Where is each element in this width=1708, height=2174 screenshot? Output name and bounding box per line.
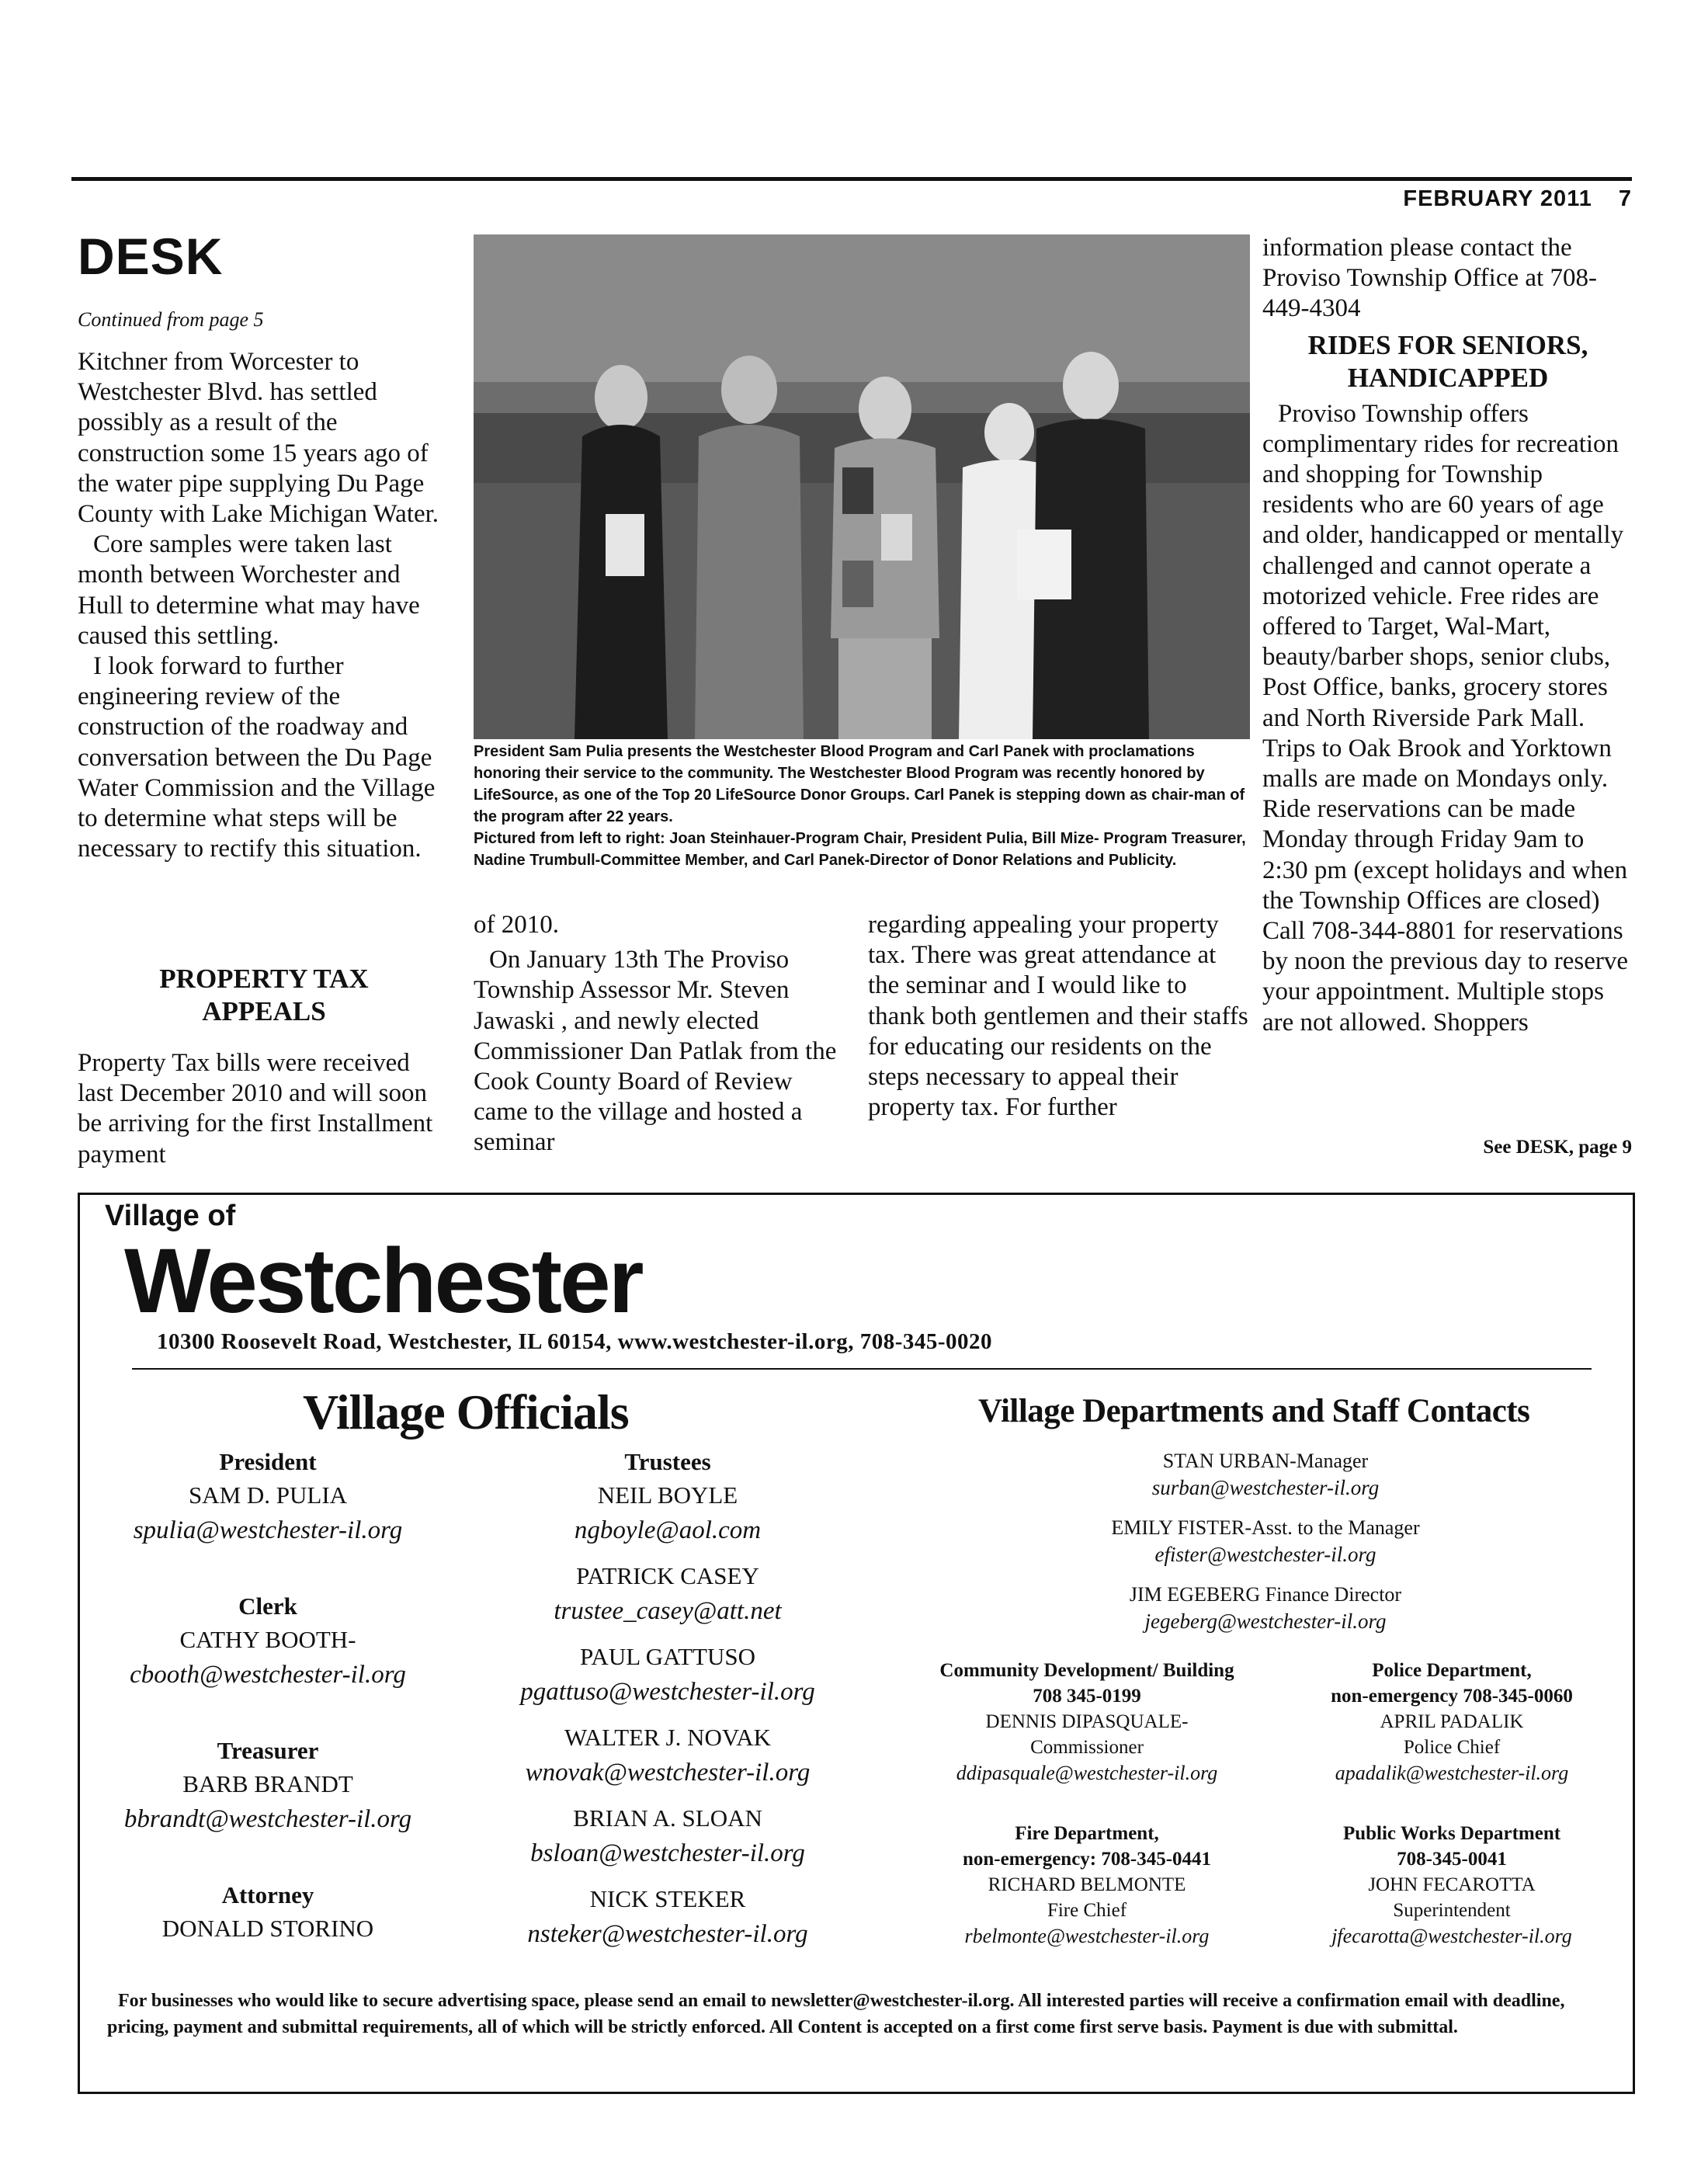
official-role: President — [219, 1448, 317, 1475]
continued-link[interactable]: See DESK, page 9 — [1483, 1137, 1632, 1158]
dept-phone: 708 345-0199 — [1033, 1686, 1141, 1707]
trustee-email[interactable]: nsteker@westchester-il.org — [527, 1920, 808, 1948]
staff-email[interactable]: surban@westchester-il.org — [1151, 1476, 1380, 1499]
dept-title: Fire Department, — [1015, 1823, 1159, 1844]
proclamation-photo — [474, 234, 1250, 739]
dept-role: Police Chief — [1403, 1737, 1501, 1758]
dept-phone: 708-345-0041 — [1397, 1849, 1507, 1870]
trustee-entry — [466, 1882, 870, 1952]
official-name: DONALD STORINO — [161, 1915, 374, 1942]
trustee-entry — [466, 1721, 870, 1790]
dept-phone: non-emergency 708-345-0060 — [1331, 1686, 1573, 1707]
trustee-entry — [466, 1801, 870, 1871]
trustee-email[interactable]: ngboyle@aol.com — [574, 1516, 762, 1544]
paragraph: of 2010. — [474, 911, 559, 939]
official-role: Clerk — [238, 1592, 297, 1620]
trustee-name: BRIAN A. SLOAN — [573, 1804, 762, 1832]
dept-email[interactable]: rbelmonte@westchester-il.org — [964, 1925, 1210, 1947]
trustee-entry — [466, 1640, 870, 1710]
trustee-name: WALTER J. NOVAK — [564, 1724, 772, 1751]
photo-caption — [474, 741, 1250, 871]
staff-name: EMILY FISTER-Asst. to the Manager — [1111, 1516, 1420, 1539]
paragraph: I look forward to further engineering review of the construction of the roadway and conversation between the Du Page Water Commission and the Village to determine what steps will be necessary to rectify this situation. — [78, 652, 436, 863]
dept-person: DENNIS DIPASQUALE- — [985, 1711, 1189, 1732]
dept-title: Community Development/ Building — [939, 1660, 1234, 1681]
official-role: Attorney — [221, 1881, 314, 1908]
trustee-name: PAUL GATTUSO — [580, 1643, 755, 1670]
dept-person: RICHARD BELMONTE — [988, 1874, 1186, 1895]
police-dept — [1273, 1658, 1630, 1786]
directory-rule — [132, 1368, 1592, 1370]
trustee-name: PATRICK CASEY — [576, 1562, 759, 1589]
officials-title: Village Officials — [303, 1384, 629, 1439]
trustee-entry — [466, 1559, 870, 1629]
trustee-email[interactable]: trustee_casey@att.net — [554, 1597, 782, 1625]
article-column-4 — [1262, 233, 1633, 1038]
page-number: 7 — [1618, 186, 1632, 211]
paragraph: information please contact the Proviso Township Office at 708-449-4304 — [1262, 234, 1597, 323]
fire-dept — [885, 1821, 1289, 1949]
trustee-email[interactable]: wnovak@westchester-il.org — [525, 1759, 811, 1787]
village-address: 10300 Roosevelt Road, Westchester, IL 60154, www.westchester-il.org, 708-345-0020 — [157, 1329, 993, 1354]
caption-credits: Pictured from left to right: Joan Steinhauer-Program Chair, President Pulia, Bill Mize- Program Treasurer, Nadine Trumbull-Committee Member, and Carl Panek-Director of Donor Relations and Publicity. — [474, 830, 1246, 869]
staff-email[interactable]: efister@westchester-il.org — [1154, 1543, 1376, 1566]
header-rule — [71, 177, 1632, 181]
article-column-1 — [78, 347, 450, 864]
dept-email[interactable]: jfecarotta@westchester-il.org — [1331, 1925, 1572, 1947]
article-title: DESK — [78, 227, 224, 285]
official-email[interactable]: bbrandt@westchester-il.org — [123, 1805, 412, 1833]
rides-heading: RIDES FOR SENIORS, HANDICAPPED — [1307, 329, 1588, 393]
page-header — [1403, 186, 1632, 212]
staff-contacts — [963, 1448, 1568, 1634]
continued-note: Continued from page 5 — [78, 308, 264, 331]
staff-name: STAN URBAN-Manager — [1162, 1450, 1369, 1472]
caption-text: President Sam Pulia presents the Westchester Blood Program and Carl Panek with proclamations honoring their service to the community. The Westchester Blood Program was recently honored by LifeSource, as one of the Top 20 LifeSource Donor Groups. Carl Panek is stepping down as chair-man of the program after 22 years. — [474, 743, 1245, 825]
trustees-role: Trustees — [624, 1448, 711, 1475]
advertising-note: For businesses who would like to secure advertising space, please send an email to newsletter@westchester-il.org. All interested parties will receive a confirmation email with deadline, pricing, payment and submittal requirements, all of which will be strictly enforced. All Content is accepted on a first come first serve basis. Payment is due with submittal. — [107, 1991, 1565, 2037]
official-role: Treasurer — [217, 1737, 319, 1764]
official-email[interactable]: cbooth@westchester-il.org — [130, 1661, 406, 1689]
official-name: SAM D. PULIA — [188, 1481, 348, 1509]
paragraph: Core samples were taken last month between Worchester and Hull to determine what may have caused this settling. — [78, 530, 420, 650]
article-column-2 — [474, 910, 838, 1158]
trustee-name: NEIL BOYLE — [597, 1481, 738, 1509]
trustees-column — [466, 1446, 870, 1952]
property-tax-heading: PROPERTY TAX APPEALS — [159, 964, 369, 1026]
official-name: CATHY BOOTH- — [179, 1626, 356, 1653]
dept-email[interactable]: ddipasquale@westchester-il.org — [956, 1762, 1218, 1784]
paragraph: On January 13th The Proviso Township Assessor Mr. Steven Jawaski , and newly elected Commissioner Dan Patlak from the Cook County Board of Review came to the village and hosted a seminar — [474, 946, 837, 1157]
official-name: BARB BRANDT — [182, 1770, 353, 1797]
dept-phone: non-emergency: 708-345-0441 — [962, 1849, 1212, 1870]
public-works-dept — [1273, 1821, 1630, 1949]
dept-person: JOHN FECAROTTA — [1368, 1874, 1536, 1895]
village-of-label: Village of — [105, 1200, 236, 1232]
village-name: Westchester — [124, 1230, 642, 1332]
dept-role: Commissioner — [1030, 1737, 1144, 1758]
official-email[interactable]: spulia@westchester-il.org — [133, 1516, 403, 1544]
dept-role: Superintendent — [1393, 1900, 1511, 1921]
trustee-entry — [466, 1478, 870, 1548]
dept-title: Police Department, — [1372, 1660, 1532, 1681]
dept-person: APRIL PADALIK — [1380, 1711, 1524, 1732]
trustee-email[interactable]: pgattuso@westchester-il.org — [520, 1678, 815, 1706]
article-column-3 — [868, 910, 1248, 1123]
paragraph: regarding appealing your property tax. There was great attendance at the seminar and I would like to thank both gentlemen and their staffs for educating our residents on the steps necessary to appeal their property tax. For further — [868, 911, 1248, 1122]
trustee-email[interactable]: bsloan@westchester-il.org — [530, 1839, 805, 1867]
community-development-dept — [885, 1658, 1289, 1786]
property-tax-paragraph: Property Tax bills were received last December 2010 and will soon be arriving for the first Installment payment — [78, 1049, 433, 1169]
dept-title: Public Works Department — [1342, 1823, 1561, 1844]
departments-title: Village Departments and Staff Contacts — [978, 1393, 1530, 1429]
issue-date: FEBRUARY 2011 — [1403, 186, 1592, 211]
paragraph: Proviso Township offers complimentary rides for recreation and shopping for Township residents who are 60 years of age and older, handicapped or mentally challenged and cannot operate a motorized vehicle. Free rides are offered to Target, Wal-Mart, beauty/barber shops, senior clubs, Post Office, banks, grocery stores and North Riverside Park Mall. Trips to Oak Brook and Yorktown malls are made on Mondays only. Ride reservations can be made Monday through Friday 9am to 2:30 pm (except holidays and when the Township Offices are closed) Call 708-344-8801 for reservations by noon the previous day to reserve your appointment. Multiple stops are not allowed. Shoppers — [1262, 399, 1629, 1037]
trustee-name: NICK STEKER — [589, 1885, 746, 1912]
officials-column — [85, 1446, 450, 1946]
staff-email[interactable]: jegeberg@westchester-il.org — [1144, 1610, 1387, 1633]
paragraph: Kitchner from Worcester to Westchester Blvd. has settled possibly as a result of the construction some 15 years ago of the water pipe supplying Du Page County with Lake Michigan Water. — [78, 348, 439, 529]
dept-email[interactable]: apadalik@westchester-il.org — [1335, 1762, 1569, 1784]
dept-role: Fire Chief — [1047, 1900, 1127, 1921]
staff-name: JIM EGEBERG Finance Director — [1129, 1583, 1402, 1606]
